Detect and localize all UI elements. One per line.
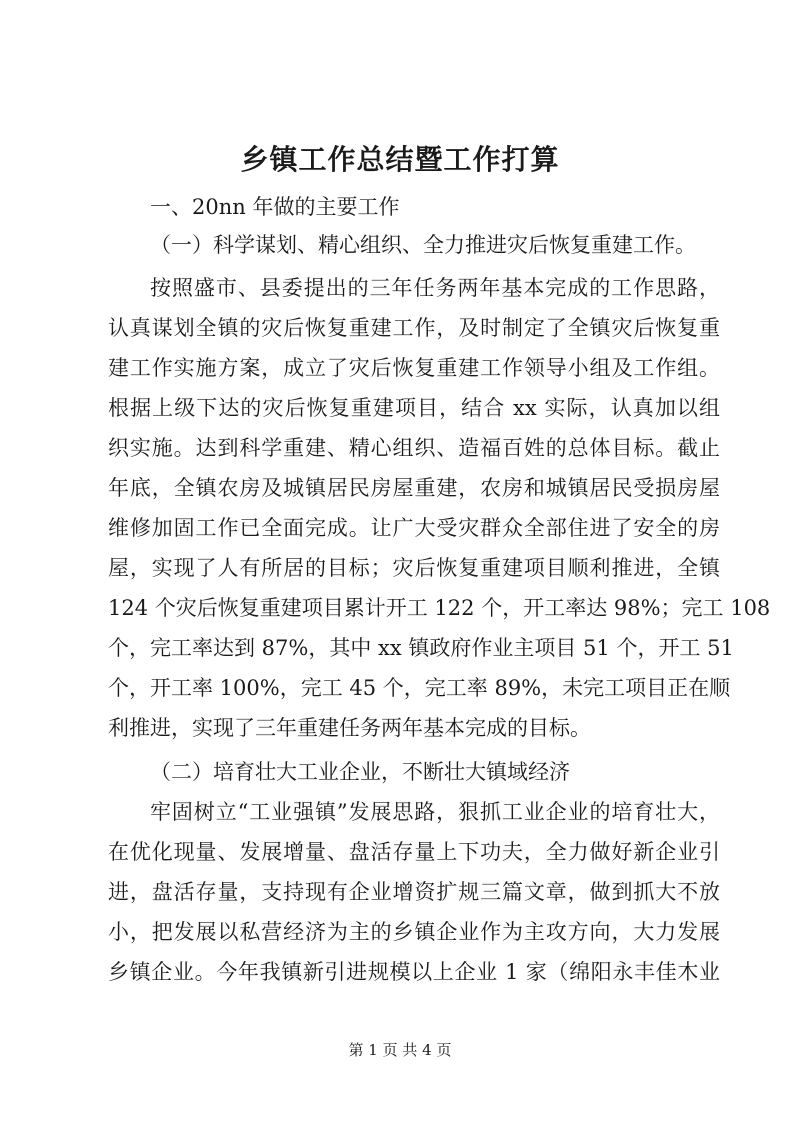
paragraph-line: 年底，全镇农房及城镇居民房屋重建，农房和城镇居民受损房屋 xyxy=(108,476,720,500)
section-heading: 一、20nn 年做的主要工作 xyxy=(150,195,400,219)
paragraph-line: 进，盘活存量，支持现有企业增资扩规三篇文章，做到抓大不放 xyxy=(108,880,720,904)
paragraph-line: 124 个灾后恢复重建项目累计开工 122 个，开工率达 98%；完工 108 xyxy=(108,596,771,620)
paragraph-line: 认真谋划全镇的灾后恢复重建工作，及时制定了全镇灾后恢复重 xyxy=(108,316,720,340)
paragraph-line: 根据上级下达的灾后恢复重建项目，结合 xx 实际，认真加以组 xyxy=(108,396,720,420)
paragraph-line: 利推进，实现了三年重建任务两年基本完成的目标。 xyxy=(108,716,591,740)
page-footer: 第 1 页 共 4 页 xyxy=(348,1041,452,1059)
paragraph-line: 维修加固工作已全面完成。让广大受灾群众全部住进了安全的房 xyxy=(108,516,720,540)
paragraph-line: 建工作实施方案，成立了灾后恢复重建工作领导小组及工作组。 xyxy=(108,356,720,380)
paragraph-line: 牢固树立“工业强镇”发展思路，狠抓工业企业的培育壮大， xyxy=(150,800,720,824)
paragraph-line: 小，把发展以私营经济为主的乡镇企业作为主攻方向，大力发展 xyxy=(108,920,720,944)
paragraph-line: 个，完工率达到 87%，其中 xx 镇政府作业主项目 51 个，开工 51 xyxy=(108,636,734,660)
paragraph-line: 在优化现量、发展增量、盘活存量上下功夫，全力做好新企业引 xyxy=(108,840,720,864)
document-title: 乡镇工作总结暨工作打算 xyxy=(240,143,560,176)
paragraph-line: 屋，实现了人有所居的目标；灾后恢复重建项目顺利推进，全镇 xyxy=(108,556,720,580)
subsection-heading: （二）培育壮大工业企业，不断壮大镇域经济 xyxy=(150,760,570,784)
paragraph-line: 个，开工率 100%，完工 45 个，完工率 89%，未完工项目正在顺 xyxy=(108,676,731,700)
paragraph-line: 按照盛市、县委提出的三年任务两年基本完成的工作思路， xyxy=(150,276,720,300)
paragraph-line: 乡镇企业。今年我镇新引进规模以上企业 1 家（绵阳永丰佳木业 xyxy=(108,960,720,984)
paragraph-line: 织实施。达到科学重建、精心组织、造福百姓的总体目标。截止 xyxy=(108,436,720,460)
subsection-heading: （一）科学谋划、精心组织、全力推进灾后恢复重建工作。 xyxy=(150,233,696,257)
